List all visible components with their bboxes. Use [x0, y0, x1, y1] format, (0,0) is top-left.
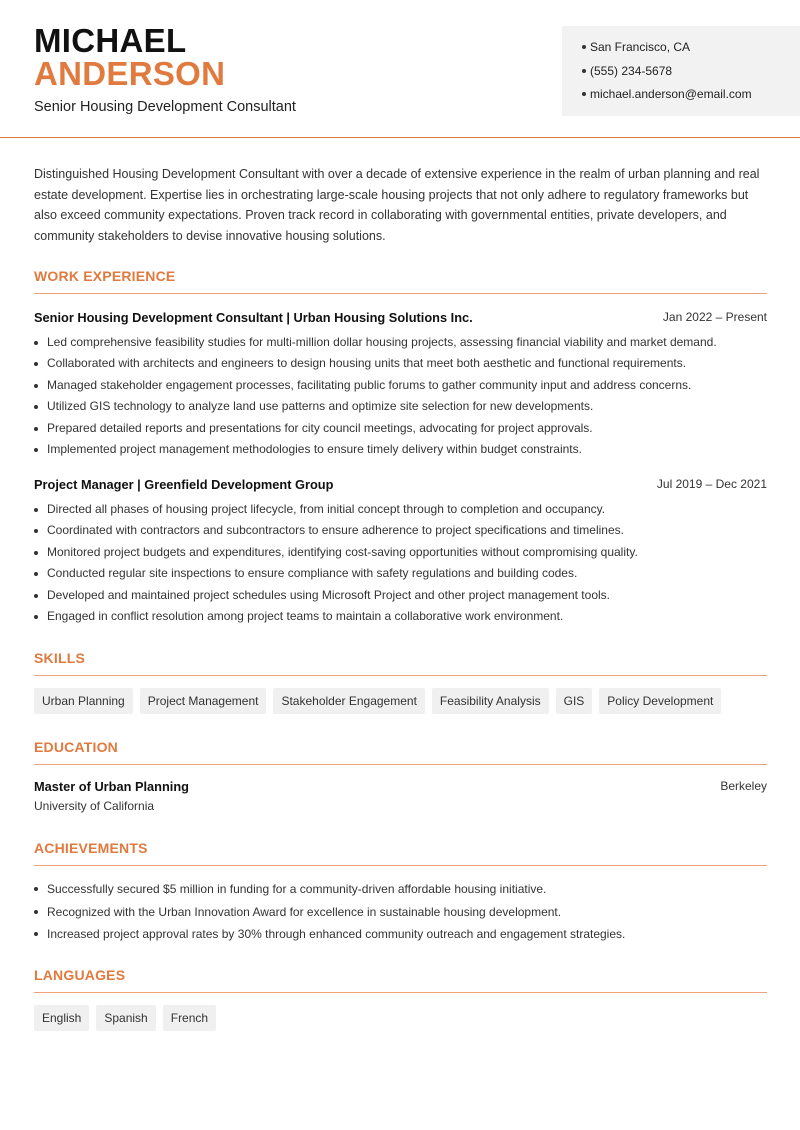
contact-phone: (555) 234-5678 — [582, 62, 752, 86]
last-name: ANDERSON — [34, 55, 226, 92]
job-bullets — [34, 499, 767, 627]
list-item: Monitored project budgets and expenditures, identifying cost-saving opportunities without compromising quality. — [34, 542, 767, 563]
bullet-icon — [34, 405, 38, 409]
bullet-icon — [34, 572, 38, 576]
section-title-skills: SKILLS — [34, 650, 767, 676]
section-title-achievements: ACHIEVEMENTS — [34, 840, 767, 866]
first-name: MICHAEL — [34, 22, 187, 59]
bullet-icon — [34, 529, 38, 533]
list-item: Developed and maintained project schedules using Microsoft Project and other project management tools. — [34, 585, 767, 606]
job-title: Senior Housing Development Consultant — [34, 99, 296, 115]
bullet-icon — [34, 448, 38, 452]
job-dates: Jan 2022 – Present — [662, 310, 767, 324]
list-item: Led comprehensive feasibility studies for multi-million dollar housing projects, assessing financial viability and market demand. — [34, 332, 767, 353]
skill-chip: GIS — [556, 688, 593, 714]
language-chip: English — [34, 1005, 89, 1031]
education-school: University of California — [34, 799, 155, 813]
resume-header — [0, 0, 800, 138]
job-dates: Jul 2019 – Dec 2021 — [656, 477, 767, 491]
list-item: Successfully secured $5 million in funding for a community-driven affordable housing initiative. — [34, 878, 767, 901]
bullet-icon — [34, 910, 38, 914]
contact-list — [582, 38, 752, 109]
skill-chip: Stakeholder Engagement — [273, 688, 424, 714]
bullet-icon — [34, 341, 38, 345]
job-role: Senior Housing Development Consultant | Urban Housing Solutions Inc. — [34, 310, 473, 325]
skill-chip: Policy Development — [599, 688, 721, 714]
list-item: Coordinated with contractors and subcontractors to ensure adherence to project specifications and timelines. — [34, 520, 767, 541]
list-item: Engaged in conflict resolution among project teams to maintain a collaborative work environment. — [34, 606, 767, 627]
section-title-work: WORK EXPERIENCE — [34, 268, 767, 294]
contact-email: michael.anderson@email.com — [582, 85, 752, 109]
skill-chip: Urban Planning — [34, 688, 133, 714]
contact-location: San Francisco, CA — [582, 38, 752, 62]
bullet-icon — [34, 427, 38, 431]
bullet-icon — [34, 362, 38, 366]
skill-chip: Project Management — [140, 688, 267, 714]
bullet-icon — [582, 45, 586, 49]
list-item: Increased project approval rates by 30% through enhanced community outreach and engagement strategies. — [34, 923, 767, 946]
bullet-icon — [582, 69, 586, 73]
language-chip: French — [163, 1005, 216, 1031]
list-item: Utilized GIS technology to analyze land use patterns and optimize site selection for new developments. — [34, 396, 767, 417]
list-item: Conducted regular site inspections to ensure compliance with safety regulations and building codes. — [34, 563, 767, 584]
list-item: Collaborated with architects and engineers to design housing units that meet both aesthetic and functional requirements. — [34, 353, 767, 374]
bullet-icon — [582, 92, 586, 96]
job-bullets — [34, 332, 767, 460]
bullet-icon — [34, 551, 38, 555]
education-degree: Master of Urban Planning — [34, 779, 189, 794]
job-header — [34, 310, 767, 328]
language-chip: Spanish — [96, 1005, 155, 1031]
summary-text: Distinguished Housing Development Consultant with over a decade of extensive experience in the realm of urban planning and real estate development. Expertise lies in orchestrating large-scale housing projects that not only adhere to regulatory frameworks but also exceed community expectations. Proven track record in collaborating with governmental entities, private developers, and community stakeholders to devise innovative housing solutions. — [34, 167, 760, 244]
list-item: Prepared detailed reports and presentations for city council meetings, advocating for project approvals. — [34, 418, 767, 439]
education-location: Berkeley — [720, 779, 767, 793]
skill-chip: Feasibility Analysis — [432, 688, 549, 714]
bullet-icon — [34, 615, 38, 619]
job-header — [34, 477, 767, 495]
languages-list — [34, 1005, 216, 1031]
section-title-languages: LANGUAGES — [34, 967, 767, 993]
list-item: Implemented project management methodologies to ensure timely delivery within budget constraints. — [34, 439, 767, 460]
list-item: Recognized with the Urban Innovation Award for excellence in sustainable housing development. — [34, 901, 767, 924]
bullet-icon — [34, 508, 38, 512]
list-item: Directed all phases of housing project lifecycle, from initial concept through to completion and occupancy. — [34, 499, 767, 520]
bullet-icon — [34, 932, 38, 936]
bullet-icon — [34, 887, 38, 891]
skills-list — [34, 688, 721, 714]
list-item: Managed stakeholder engagement processes, facilitating public forums to gather community input and address concerns. — [34, 375, 767, 396]
bullet-icon — [34, 594, 38, 598]
section-title-education: EDUCATION — [34, 739, 767, 765]
achievement-bullets — [34, 878, 767, 946]
bullet-icon — [34, 384, 38, 388]
contact-box — [562, 26, 800, 116]
job-role: Project Manager | Greenfield Development Group — [34, 477, 334, 492]
